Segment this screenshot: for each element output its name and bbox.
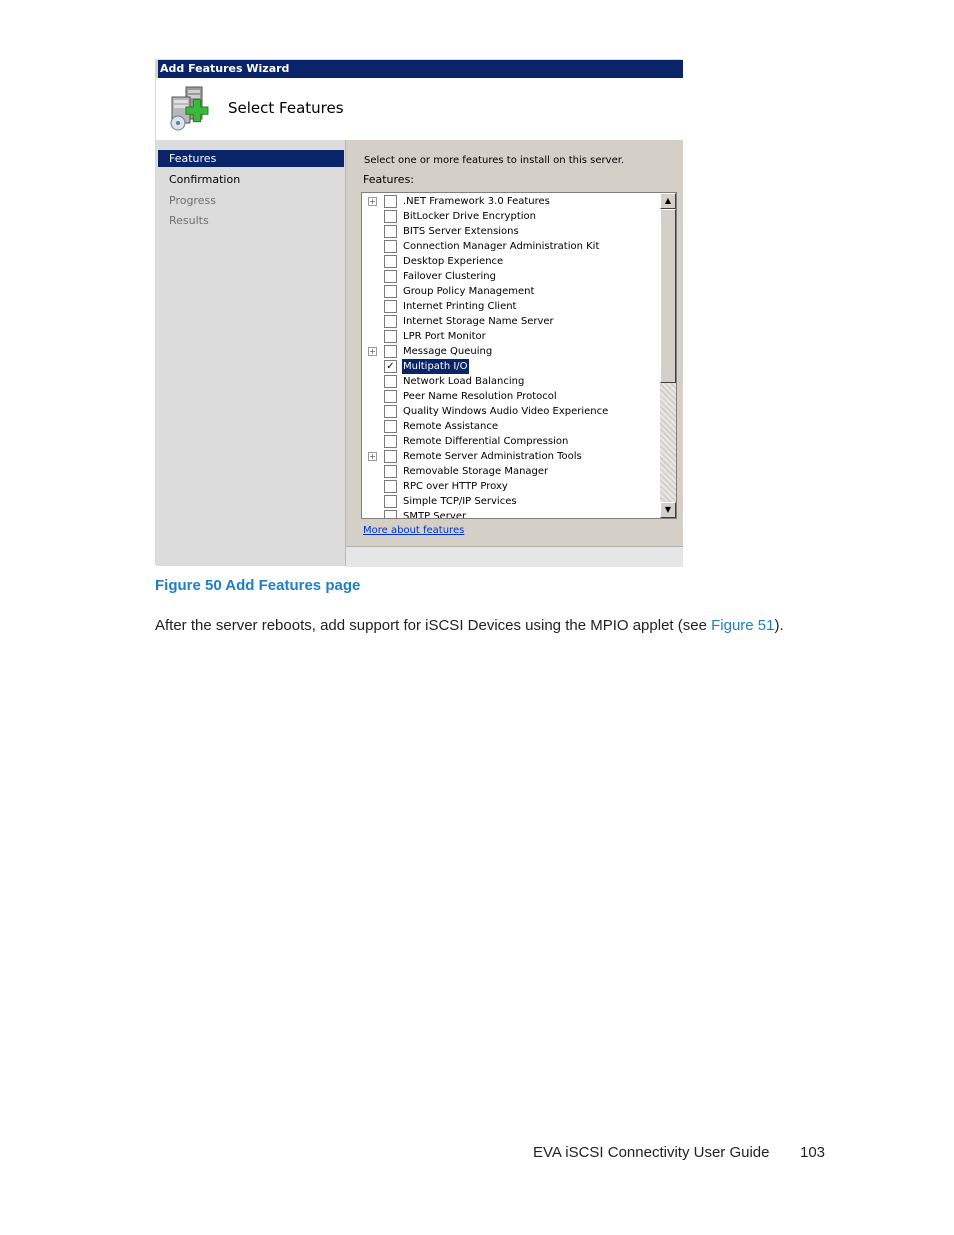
feature-label: Simple TCP/IP Services bbox=[403, 496, 517, 507]
feature-checkbox[interactable] bbox=[384, 420, 397, 433]
scroll-down-arrow-icon[interactable]: ▼ bbox=[660, 502, 676, 518]
feature-label: .NET Framework 3.0 Features bbox=[403, 196, 550, 207]
feature-label: Remote Assistance bbox=[403, 421, 499, 432]
nav-item-features[interactable]: Features bbox=[158, 150, 344, 167]
feature-checkbox[interactable] bbox=[384, 255, 397, 268]
feature-list-item[interactable] bbox=[362, 314, 658, 329]
feature-list-item[interactable] bbox=[362, 389, 658, 404]
feature-label: Failover Clustering bbox=[403, 271, 496, 282]
page-title: Select Features bbox=[228, 99, 344, 117]
feature-list-item[interactable] bbox=[362, 344, 658, 359]
feature-label: Connection Manager Administration Kit bbox=[403, 241, 600, 252]
feature-list-item[interactable] bbox=[362, 299, 658, 314]
expand-plus-icon[interactable]: + bbox=[369, 197, 376, 206]
feature-label: Quality Windows Audio Video Experience bbox=[403, 406, 609, 417]
feature-label: Internet Printing Client bbox=[403, 301, 517, 312]
feature-label: SMTP Server bbox=[403, 511, 467, 519]
feature-checkbox[interactable] bbox=[384, 345, 397, 358]
feature-label: BitLocker Drive Encryption bbox=[403, 211, 536, 222]
feature-checkbox[interactable] bbox=[384, 465, 397, 478]
feature-checkbox[interactable] bbox=[384, 480, 397, 493]
feature-label: Message Queuing bbox=[403, 346, 493, 357]
footer-title: EVA iSCSI Connectivity User Guide bbox=[533, 1144, 770, 1161]
feature-label: Internet Storage Name Server bbox=[403, 316, 554, 327]
expand-plus-icon[interactable]: + bbox=[369, 347, 376, 356]
figure-51-link[interactable]: Figure 51 bbox=[711, 617, 775, 634]
paragraph-text-before: After the server reboots, add support for iSCSI Devices using the MPIO applet (see bbox=[155, 617, 712, 634]
feature-checkbox[interactable] bbox=[384, 315, 397, 328]
vertical-scrollbar[interactable] bbox=[660, 193, 676, 518]
feature-label: Peer Name Resolution Protocol bbox=[403, 391, 557, 402]
feature-list-item[interactable] bbox=[362, 239, 658, 254]
nav-item-progress: Progress bbox=[169, 194, 216, 207]
more-about-features-link[interactable]: More about features bbox=[363, 525, 465, 536]
feature-label: Multipath I/O bbox=[403, 361, 468, 372]
feature-label: Desktop Experience bbox=[403, 256, 504, 267]
feature-checkbox[interactable] bbox=[384, 375, 397, 388]
feature-checkbox[interactable] bbox=[384, 390, 397, 403]
features-label: Features: bbox=[363, 173, 415, 186]
figure-caption: Figure 50 Add Features page bbox=[155, 577, 361, 594]
wizard-header bbox=[156, 78, 683, 141]
feature-list-item[interactable] bbox=[362, 404, 658, 419]
nav-item-results: Results bbox=[169, 214, 209, 227]
feature-checkbox[interactable] bbox=[384, 510, 397, 519]
feature-list-item[interactable] bbox=[362, 479, 658, 494]
button-bar bbox=[346, 546, 683, 567]
feature-list-item[interactable] bbox=[362, 209, 658, 224]
feature-checkbox[interactable] bbox=[384, 450, 397, 463]
scroll-up-arrow-icon[interactable]: ▲ bbox=[660, 193, 676, 209]
feature-list-item[interactable] bbox=[362, 269, 658, 284]
feature-label: LPR Port Monitor bbox=[403, 331, 486, 342]
feature-list-item[interactable] bbox=[362, 224, 658, 239]
server-add-feature-icon bbox=[166, 85, 212, 133]
feature-checkbox[interactable]: ✓ bbox=[384, 360, 397, 373]
feature-list-item[interactable] bbox=[362, 254, 658, 269]
feature-checkbox[interactable] bbox=[384, 300, 397, 313]
feature-label: Remote Differential Compression bbox=[403, 436, 569, 447]
feature-list-item[interactable] bbox=[362, 464, 658, 479]
feature-list-item[interactable] bbox=[362, 329, 658, 344]
feature-label: Network Load Balancing bbox=[403, 376, 525, 387]
wizard-nav bbox=[156, 140, 346, 566]
nav-item-confirmation[interactable]: Confirmation bbox=[169, 173, 241, 186]
feature-label: BITS Server Extensions bbox=[403, 226, 519, 237]
feature-checkbox[interactable] bbox=[384, 330, 397, 343]
add-features-wizard-window bbox=[155, 59, 682, 565]
feature-list-item[interactable] bbox=[362, 434, 658, 449]
feature-label: Remote Server Administration Tools bbox=[403, 451, 582, 462]
feature-label: Group Policy Management bbox=[403, 286, 535, 297]
body-paragraph bbox=[155, 617, 784, 634]
feature-list-item[interactable] bbox=[362, 509, 658, 519]
feature-checkbox[interactable] bbox=[384, 495, 397, 508]
instruction-text: Select one or more features to install on this server. bbox=[364, 155, 625, 166]
feature-list-item[interactable] bbox=[362, 359, 658, 374]
feature-checkbox[interactable] bbox=[384, 195, 397, 208]
feature-list-item[interactable] bbox=[362, 494, 658, 509]
feature-checkbox[interactable] bbox=[384, 285, 397, 298]
wizard-content bbox=[346, 140, 683, 566]
feature-checkbox[interactable] bbox=[384, 210, 397, 223]
scroll-thumb[interactable] bbox=[660, 209, 676, 383]
feature-label: RPC over HTTP Proxy bbox=[403, 481, 508, 492]
feature-checkbox[interactable] bbox=[384, 225, 397, 238]
feature-list-item[interactable] bbox=[362, 419, 658, 434]
feature-list-item[interactable] bbox=[362, 284, 658, 299]
features-list[interactable] bbox=[361, 192, 677, 519]
feature-checkbox[interactable] bbox=[384, 240, 397, 253]
feature-checkbox[interactable] bbox=[384, 435, 397, 448]
paragraph-text-after: ). bbox=[774, 617, 784, 634]
feature-list-item[interactable] bbox=[362, 449, 658, 464]
expand-plus-icon[interactable]: + bbox=[369, 452, 376, 461]
feature-list-item[interactable] bbox=[362, 374, 658, 389]
window-title: Add Features Wizard bbox=[158, 60, 683, 78]
feature-list-item[interactable] bbox=[362, 194, 658, 209]
page-number: 103 bbox=[800, 1144, 826, 1161]
feature-label: Removable Storage Manager bbox=[403, 466, 549, 477]
feature-checkbox[interactable] bbox=[384, 270, 397, 283]
feature-checkbox[interactable] bbox=[384, 405, 397, 418]
